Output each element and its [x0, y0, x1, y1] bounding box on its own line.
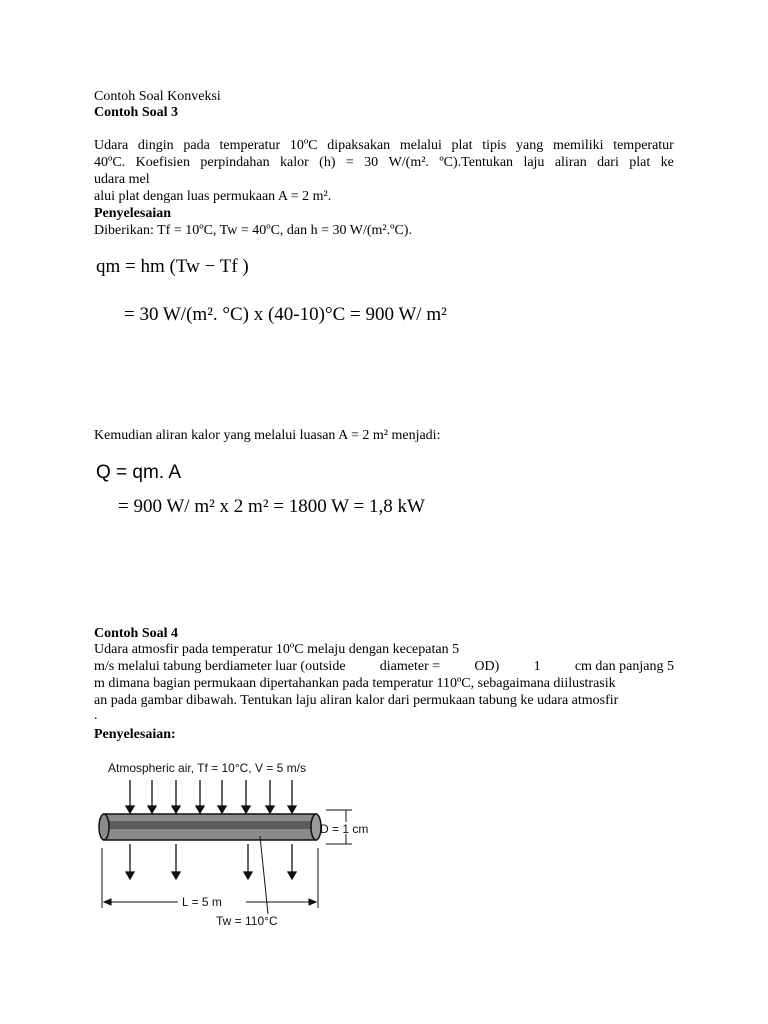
example-3-line-1: [94, 138, 674, 154]
air-flow-arrows-icon: [126, 780, 296, 813]
word: dipaksakan: [327, 138, 391, 153]
word: ºC).Tentukan: [439, 155, 514, 170]
word: aliran: [554, 155, 587, 170]
equation-qm-value: = 30 W/(m². °C) x (40-10)°C = 900 W/ m²: [124, 304, 447, 325]
air-label: Atmospheric air, Tf = 10°C, V = 5 m/s: [108, 761, 306, 775]
phrase: 1: [533, 659, 541, 674]
surface-temperature-label: Tw = 110°C: [216, 914, 278, 928]
length-label: L = 5 m: [182, 895, 222, 909]
example-4-line-1: Udara atmosfir pada temperatur 10ºC melaju dengan kecepatan 5: [94, 642, 460, 657]
word: Koefisien: [135, 155, 191, 170]
word: W/(m².: [388, 155, 429, 170]
equation-qm-definition: qm = hm (Tw − Tf ): [96, 256, 249, 277]
area-heat-flow-text: Kemudian aliran kalor yang melalui luasan A = 2 m² menjadi:: [94, 428, 441, 443]
word: 40ºC.: [94, 155, 126, 170]
word: plat: [451, 138, 473, 153]
word: perpindahan: [200, 155, 270, 170]
equation-Q-value: = 900 W/ m² x 2 m² = 1800 W = 1,8 kW: [118, 496, 425, 517]
example-4-line-4: an pada gambar dibawah. Tentukan laju aliran kalor dari permukaan tabung ke udara atmosfir: [94, 693, 619, 708]
word: (h): [319, 155, 336, 170]
example-4-solution-heading: Penyelesaian:: [94, 727, 176, 742]
word: dari: [597, 155, 619, 170]
word: =: [345, 155, 354, 170]
word: pada: [183, 138, 210, 153]
tube-icon: [99, 814, 321, 840]
phrase: diameter =: [379, 659, 441, 674]
word: yang: [516, 138, 544, 153]
example-4-line-5: .: [94, 708, 98, 723]
outflow-arrows-icon: [126, 844, 296, 879]
phrase: m/s melalui tabung berdiameter luar (outside: [94, 659, 346, 674]
example-3-heading: Contoh Soal 3: [94, 105, 179, 120]
word: temperatur: [219, 138, 281, 153]
word: memiliki: [552, 138, 604, 153]
phrase: OD): [474, 659, 500, 674]
document-title: Contoh Soal Konveksi: [94, 89, 221, 104]
example-4-line-2: [94, 659, 674, 675]
phrase: cm dan panjang 5: [574, 659, 674, 674]
example-4-heading: Contoh Soal 4: [94, 626, 179, 641]
equation-Q-definition: Q = qm. A: [96, 462, 182, 483]
word: 10ºC: [289, 138, 318, 153]
word: 30: [364, 155, 379, 170]
example-4-line-3: m dimana bagian permukaan dipertahankan pada temperatur 110ºC, sebagaimana diilustrasik: [94, 676, 616, 691]
word: kalor: [280, 155, 309, 170]
example-3-solution-heading: Penyelesaian: [94, 206, 171, 221]
tube-crossflow-figure: [94, 752, 370, 932]
word: ke: [660, 155, 674, 170]
diameter-label: D = 1 cm: [320, 822, 369, 836]
example-3-given: Diberikan: Tf = 10ºC, Tw = 40ºC, dan h = 30 W/(m².ºC).: [94, 223, 412, 238]
word: laju: [523, 155, 545, 170]
word: tipis: [482, 138, 507, 153]
word: dingin: [137, 138, 174, 153]
word: plat: [629, 155, 651, 170]
word: Udara: [94, 138, 129, 153]
word: temperatur: [613, 138, 674, 153]
example-3-line-2: [94, 155, 674, 171]
example-3-line-3: udara mel: [94, 172, 150, 187]
word: melalui: [399, 138, 442, 153]
example-3-line-4: alui plat dengan luas permukaan A = 2 m².: [94, 189, 332, 204]
